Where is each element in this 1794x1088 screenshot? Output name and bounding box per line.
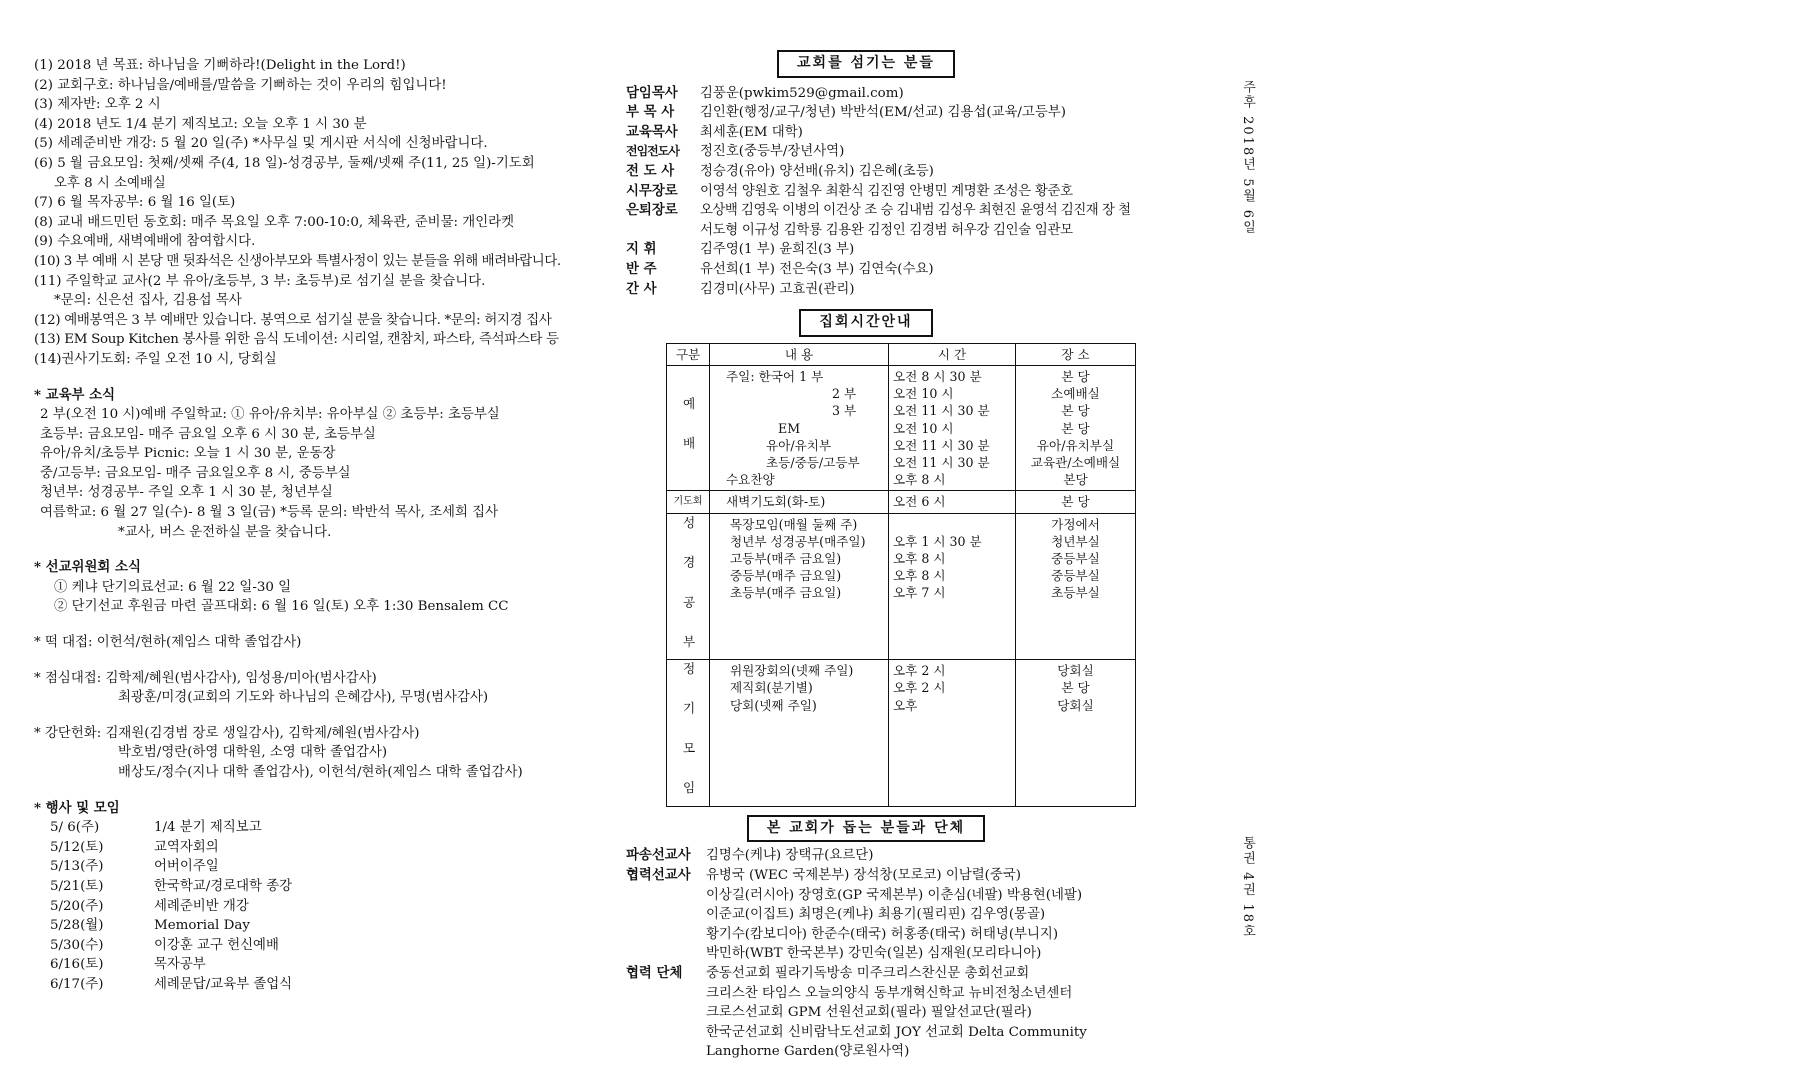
staff-row [626, 123, 1186, 143]
missionaries-title: 본 교회가 돕는 분들과 단체 [747, 815, 985, 843]
schedule-content: 초등/중등/고등부 [766, 454, 860, 470]
event-row [34, 975, 594, 995]
notice-item: (9) 수요예배, 새벽예배에 참여합시다. [34, 234, 256, 250]
event-name: Memorial Day [154, 918, 250, 934]
staff-title: 교회를 섬기는 분들 [777, 50, 955, 78]
event-row [34, 857, 594, 877]
rice-cake-line: * 떡 대접: 이헌석/현하(제임스 대학 졸업감사) [34, 635, 302, 651]
event-name: 세례준비반 개강 [154, 898, 249, 914]
notice-item: (14)권사기도회: 주일 오전 10 시, 당회실 [34, 351, 277, 367]
right-column [626, 50, 1186, 1062]
notice-item: (1) 2018 년 목표: 하나님을 기뻐하라!(Delight in the Lord!) [34, 58, 406, 73]
staff-row [626, 142, 1186, 162]
notice-item: 오후 8 시 소예배실 [54, 175, 166, 191]
lunch-line: 최광훈/미경(교회의 기도와 하나님의 은혜감사), 무명(범사감사) [118, 690, 489, 706]
mission-line: ② 단기선교 후원금 마련 골프대회: 6 월 16 일(토) 오후 1:30 Bensalem CC [54, 599, 509, 615]
schedule-time: 오전 6 시 [889, 491, 1016, 513]
schedule-place: 소예배실 [1051, 386, 1100, 402]
schedule-title: 집회시간안내 [799, 309, 932, 337]
event-row [34, 916, 594, 936]
event-date: 5/28(월) [50, 918, 104, 934]
worship-row [667, 365, 1136, 490]
staff-row [626, 162, 1186, 182]
schedule-time: 오전 10 시 [893, 420, 954, 436]
col-header: 내 용 [710, 343, 889, 365]
schedule-time: 오전 10 시 [893, 386, 954, 402]
notice-item: (6) 5 월 금요모임: 첫째/셋째 주(4, 18 일)-성경공부, 둘째/넷째 주(11, 25 일)-기도회 [34, 155, 535, 171]
staff-row [626, 84, 1186, 104]
notice-item: (10) 3 부 예배 시 본당 맨 뒷좌석은 신생아부모와 특별사정이 있는 분들을 위해 배려바랍니다. [34, 253, 561, 269]
event-name: 1/4 분기 제직보고 [154, 820, 262, 836]
schedule-time: 오전 11 시 30 분 [893, 454, 990, 470]
schedule-place: 본당 [1063, 472, 1088, 488]
event-date: 6/16(토) [50, 957, 104, 973]
schedule-time: 오후 1 시 30 분 [893, 533, 982, 549]
flowers-section [34, 724, 594, 783]
event-date: 5/21(토) [50, 878, 104, 894]
partner-line: 이상길(러시아) 장영호(GP 국제본부) 이춘심(네팔) 박용현(네팔) [706, 887, 1083, 903]
staff-names: 정진호(중등부/장년사역) [700, 144, 845, 160]
schedule-place: 본 당 [1016, 491, 1136, 513]
notice-item: (3) 제자반: 오후 2 시 [34, 97, 161, 113]
schedule-content: 3 부 [832, 403, 857, 419]
event-date: 6/17(주) [50, 976, 104, 992]
education-line: 중/고등부: 금요모임- 매주 금요일오후 8 시, 중등부실 [40, 465, 351, 481]
staff-role: 지 휘 [626, 241, 657, 258]
staff-row [626, 201, 1186, 221]
category-label: 예 배 [680, 396, 696, 456]
staff-role: 전임전도사 [626, 144, 679, 159]
schedule-content: 위원장회의(넷째 주일) [730, 663, 854, 679]
staff-role [626, 221, 700, 241]
event-row [34, 897, 594, 917]
staff-names: 김풍운(pwkim529@gmail.com) [700, 85, 904, 101]
schedule-time: 오전 8 시 30 분 [893, 368, 982, 384]
education-line: 2 부(오전 10 시)예배 주일학교: ① 유아/유치부: 유아부실 ② 초등부: 초등부실 [40, 407, 500, 423]
staff-names: 서도형 이규성 김학룡 김용완 김정인 김경범 허우강 김인술 임관모 [700, 222, 1073, 238]
category-label: 성 경 공 부 [680, 515, 696, 653]
org-label: 협력 단체 [626, 964, 683, 981]
education-line: 유아/유치/초등부 Picnic: 오늘 1 시 30 분, 운동장 [40, 446, 336, 462]
schedule-header-row [667, 343, 1136, 365]
schedule-content: 유아/유치부 [766, 437, 832, 453]
event-date: 5/12(토) [50, 839, 104, 855]
schedule-place: 본 당 [1061, 403, 1090, 419]
category-label: 정 기 모 임 [680, 662, 696, 800]
staff-role: 시무장로 [626, 182, 678, 199]
staff-row [626, 221, 1186, 241]
education-title: * 교육부 소식 [34, 386, 116, 403]
notice-item: (7) 6 월 목자공부: 6 월 16 일(토) [34, 195, 236, 211]
staff-names: 유선희(1 부) 전은숙(3 부) 김연숙(수요) [700, 261, 934, 277]
sent-missionaries [626, 846, 1186, 866]
schedule-place: 가정에서 [1051, 516, 1100, 532]
category-label: 기도회 [667, 491, 710, 513]
notice-item: (11) 주일학교 교사(2 부 유아/초등부, 3 부: 초등부)로 섬기실 분을 찾습니다. [34, 273, 486, 289]
flowers-line: 박호범/영란(하영 대학원, 소영 대학 졸업감사) [118, 745, 388, 761]
schedule-time [893, 516, 1011, 533]
schedule-time: 오후 8 시 [893, 550, 946, 566]
schedule-place: 중등부실 [1051, 550, 1100, 566]
event-row [34, 936, 594, 956]
schedule-content: 초등부(매주 금요일) [730, 585, 842, 601]
staff-role: 은퇴장로 [626, 202, 678, 219]
org-line: 크로스선교회 GPM 선원선교회(필라) 필알선교단(필라) [706, 1005, 1032, 1021]
staff-names: 김주영(1 부) 윤희진(3 부) [700, 242, 855, 258]
flowers-line: 배상도/정수(지나 대학 졸업감사), 이헌석/현하(제임스 대학 졸업감사) [118, 765, 523, 780]
notice-item: (13) EM Soup Kitchen 봉사를 위한 음식 도네이션: 시리얼, 캔참치, 파스타, 즉석파스타 등 [34, 332, 559, 348]
schedule-content: 2 부 [832, 386, 857, 402]
side-volume: 통권 4권 18호 [1240, 836, 1255, 940]
bible-row [667, 513, 1136, 660]
event-row [34, 818, 594, 838]
staff-role: 담임목사 [626, 84, 678, 101]
mission-title: * 선교위원회 소식 [34, 559, 141, 576]
event-date: 5/20(주) [50, 898, 104, 914]
staff-row [626, 280, 1186, 300]
event-name: 목자공부 [154, 957, 206, 973]
partner-missionaries [626, 866, 1186, 964]
col-header: 구분 [667, 343, 710, 365]
schedule-content: 당회(넷째 주일) [730, 697, 817, 713]
schedule-place: 교육관/소예배실 [1030, 454, 1121, 470]
staff-names: 정승경(유아) 양선배(유치) 김은혜(초등) [700, 163, 934, 179]
event-date: 5/30(수) [50, 937, 104, 953]
schedule-content: 목장모임(매월 둘째 주) [730, 516, 858, 532]
event-name: 한국학교/경로대학 종강 [154, 878, 293, 894]
partner-line: 유병국 (WEC 국제본부) 장석창(모로코) 이남렬(중국) [706, 867, 1021, 883]
staff-names: 최세훈(EM 대학) [700, 124, 803, 140]
partner-line: 이준교(이집트) 최명은(케냐) 최용기(필리핀) 김우영(몽골) [706, 907, 1046, 923]
notices [34, 56, 594, 370]
schedule-place: 중등부실 [1051, 568, 1100, 584]
schedule-place: 본 당 [1061, 680, 1090, 696]
schedule-place: 본 당 [1061, 368, 1090, 384]
partner-line: 박민하(WBT 한국본부) 강민숙(일본) 심재원(모리타니아) [706, 946, 1042, 962]
schedule-time: 오전 11 시 30 분 [893, 437, 990, 453]
event-row [34, 877, 594, 897]
partner-label: 협력선교사 [626, 866, 691, 883]
notice-item: *문의: 신은선 집사, 김용섭 목사 [54, 293, 242, 309]
schedule-place: 유아/유치부실 [1036, 437, 1115, 453]
staff-names: 이영석 양원호 김철우 최환식 김진영 안병민 계명환 조성은 황준호 [700, 183, 1073, 199]
partner-orgs [626, 964, 1186, 1062]
event-row [34, 838, 594, 858]
schedule-time: 오후 2 시 [893, 663, 946, 679]
lunch-line: * 점심대접: 김학제/혜원(범사감사), 임성용/미아(범사감사) [34, 670, 377, 686]
schedule-content: 주일: 한국어 1 부 [726, 368, 824, 384]
events-section [34, 799, 594, 995]
mission-section [34, 558, 594, 617]
org-line: 중동선교회 필라기독방송 미주크리스찬신문 총회선교회 [706, 965, 1030, 981]
event-name: 세례문답/교육부 졸업식 [154, 976, 293, 992]
education-section [34, 386, 594, 543]
org-line: 한국군선교회 신비람낙도선교회 JOY 선교회 Delta Community [706, 1024, 1087, 1040]
staff-role: 부 목 사 [626, 104, 675, 121]
staff-row [626, 182, 1186, 202]
staff-row [626, 103, 1186, 123]
notice-item: (4) 2018 년도 1/4 분기 제직보고: 오늘 오후 1 시 30 분 [34, 116, 367, 132]
flowers-line: * 강단헌화: 김재원(김경범 장로 생일감사), 김학제/혜원(범사감사) [34, 725, 420, 741]
schedule-place: 당회실 [1057, 697, 1094, 713]
schedule-time: 오후 7 시 [893, 585, 946, 601]
event-name: 교역자회의 [154, 839, 219, 855]
events-title: * 행사 및 모임 [34, 799, 120, 816]
staff-role: 반 주 [626, 260, 657, 277]
education-line: *교사, 버스 운전하실 분을 찾습니다. [118, 524, 332, 540]
schedule-content: 새벽기도회(화-토) [710, 491, 889, 513]
staff-names: 김인환(행정/교구/청년) 박반석(EM/선교) 김용섭(교육/고등부) [700, 105, 1066, 121]
event-date: 5/ 6(주) [50, 820, 100, 836]
notice-item: (12) 예배봉역은 3 부 예배만 있습니다. 봉역으로 섬기실 분을 찾습니다. *문의: 허지경 집사 [34, 312, 552, 328]
staff-role: 간 사 [626, 280, 657, 297]
schedule-content: EM [778, 420, 801, 436]
left-column [34, 56, 594, 995]
notice-item: (2) 교회구호: 하나님을/예배를/말씀을 기뻐하는 것이 우리의 힘입니다! [34, 77, 447, 93]
sent-label: 파송선교사 [626, 847, 691, 864]
schedule-table [666, 343, 1136, 807]
lunch-section [34, 669, 594, 708]
schedule-place: 당회실 [1057, 663, 1094, 679]
org-line: 크리스찬 타임스 오늘의양식 동부개혁신학교 뉴비전청소년센터 [706, 985, 1073, 1001]
schedule-content: 중등부(매주 금요일) [730, 568, 842, 584]
schedule-content: 수요찬양 [726, 472, 775, 488]
schedule-time: 오후 8 시 [893, 568, 946, 584]
side-date: 주후 2018년 5월 6일 [1240, 80, 1255, 236]
schedule-time: 오전 11 시 30 분 [893, 403, 990, 419]
staff-list [626, 84, 1186, 300]
schedule-place: 초등부실 [1051, 585, 1100, 601]
col-header: 장 소 [1016, 343, 1136, 365]
education-line: 초등부: 금요모임- 매주 금요일 오후 6 시 30 분, 초등부실 [40, 426, 376, 442]
meeting-row [667, 660, 1136, 807]
schedule-time: 오후 [893, 697, 918, 713]
staff-row [626, 240, 1186, 260]
org-line: Langhorne Garden(양로원사역) [706, 1044, 910, 1060]
education-line: 청년부: 성경공부- 주일 오후 1 시 30 분, 청년부실 [40, 485, 333, 501]
staff-role: 교육목사 [626, 123, 678, 140]
schedule-place: 본 당 [1061, 420, 1090, 436]
staff-role: 전 도 사 [626, 162, 675, 179]
staff-row [626, 260, 1186, 280]
event-row [34, 955, 594, 975]
sent-line: 김명수(케냐) 장택규(요르단) [706, 848, 874, 864]
schedule-content: 제직회(분기별) [730, 680, 813, 696]
schedule-time: 오후 8 시 [893, 472, 946, 488]
event-name: 어버이주일 [154, 859, 219, 875]
schedule-place: 청년부실 [1051, 533, 1100, 549]
partner-line: 황기수(캄보디아) 한준수(태국) 허홍종(태국) 허태녕(부니지) [706, 926, 1059, 942]
col-header: 시 간 [889, 343, 1016, 365]
staff-names: 김경미(사무) 고효권(관리) [700, 281, 855, 297]
schedule-content: 청년부 성경공부(매주일) [730, 533, 866, 549]
mission-line: ① 케냐 단기의료선교: 6 월 22 일-30 일 [54, 579, 292, 595]
schedule-content: 고등부(매주 금요일) [730, 550, 842, 566]
notice-item: (8) 교내 배드민턴 동호회: 매주 목요일 오후 7:00-10:0, 체육관, 준비물: 개인라켓 [34, 214, 515, 230]
schedule-time: 오후 2 시 [893, 680, 946, 696]
notice-item: (5) 세례준비반 개강: 5 월 20 일(주) *사무실 및 게시판 서식에 신청바랍니다. [34, 136, 488, 152]
event-date: 5/13(주) [50, 859, 104, 875]
education-line: 여름학교: 6 월 27 일(수)- 8 월 3 일(금) *등록 문의: 박반석 목사, 조세희 집사 [40, 505, 499, 521]
prayer-row [667, 491, 1136, 513]
staff-names: 오상백 김영욱 이병의 이건상 조 승 김내범 김성우 최현진 윤영석 김진재 장 철 [700, 203, 1131, 219]
event-name: 이강훈 교구 헌신예배 [154, 937, 279, 953]
